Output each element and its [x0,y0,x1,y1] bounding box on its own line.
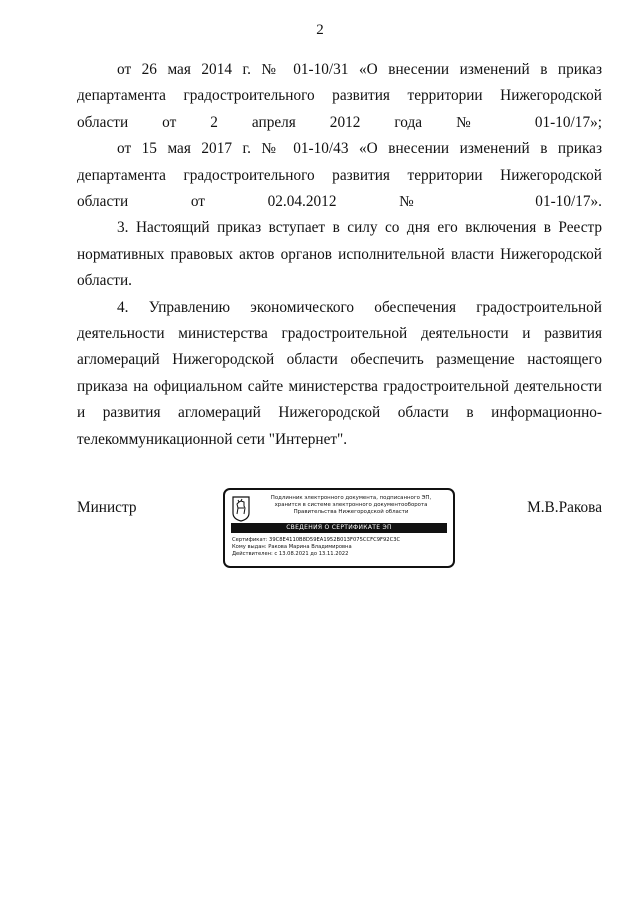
signature-block [77,488,602,576]
page-number: 2 [316,22,324,38]
nizhny-novgorod-deer-emblem-icon [232,496,250,522]
certificate-validity: Действителен: с 13.08.2021 до 13.11.2022 [232,551,349,557]
stamp-header-line: Правительства Нижегородской области [293,509,409,515]
paragraph-publication: 4. Управлению экономического обеспечения градостроительной деятельности министерства градостроительной деятельности и развития агломераций Нижегородской области обеспечить размещение настоящего приказа на официальном сайте министерства градостроительной деятельности и развития агломераций Нижегородской области в информационно-телекоммуникационной сети "Интернет". [77,298,602,448]
stamp-header-line: Подлинник электронного документа, подписанного ЭП, [270,495,432,501]
certificate-info-bar: СВЕДЕНИЯ О СЕРТИФИКАТЕ ЭП [231,523,447,533]
signatory-title: Министр [77,499,137,516]
paragraph-effective-date: 3. Настоящий приказ вступает в силу со дня его включения в Реестр нормативных правовых актов органов исполнительной власти Нижегородской области. [77,219,602,290]
paragraph-amendment-2014: от 26 мая 2014 г. № 01-10/31 «О внесении изменений в приказ департамента градостроительного развития территории Нижегородской области от 2 апреля 2012 года № 01-10/17»; [77,61,602,131]
certificate-number: Сертификат: 39C8E4110B8D59EA1952B013F075CCFC9F92C3C [232,537,401,543]
certificate-details [232,537,400,558]
stamp-header-line: хранится в системе электронного документооборота [274,502,428,508]
document-body [77,57,602,453]
certificate-owner: Кому выдан: Ракова Марина Владимировна [232,544,352,550]
paragraph-amendment-2017: от 15 мая 2017 г. № 01-10/43 «О внесении изменений в приказ департамента градостроительного развития территории Нижегородской области от 02.04.2012 № 01-10/17». [77,140,602,211]
electronic-signature-stamp [223,488,455,568]
signatory-name: М.В.Ракова [527,499,602,516]
stamp-header [251,495,451,516]
